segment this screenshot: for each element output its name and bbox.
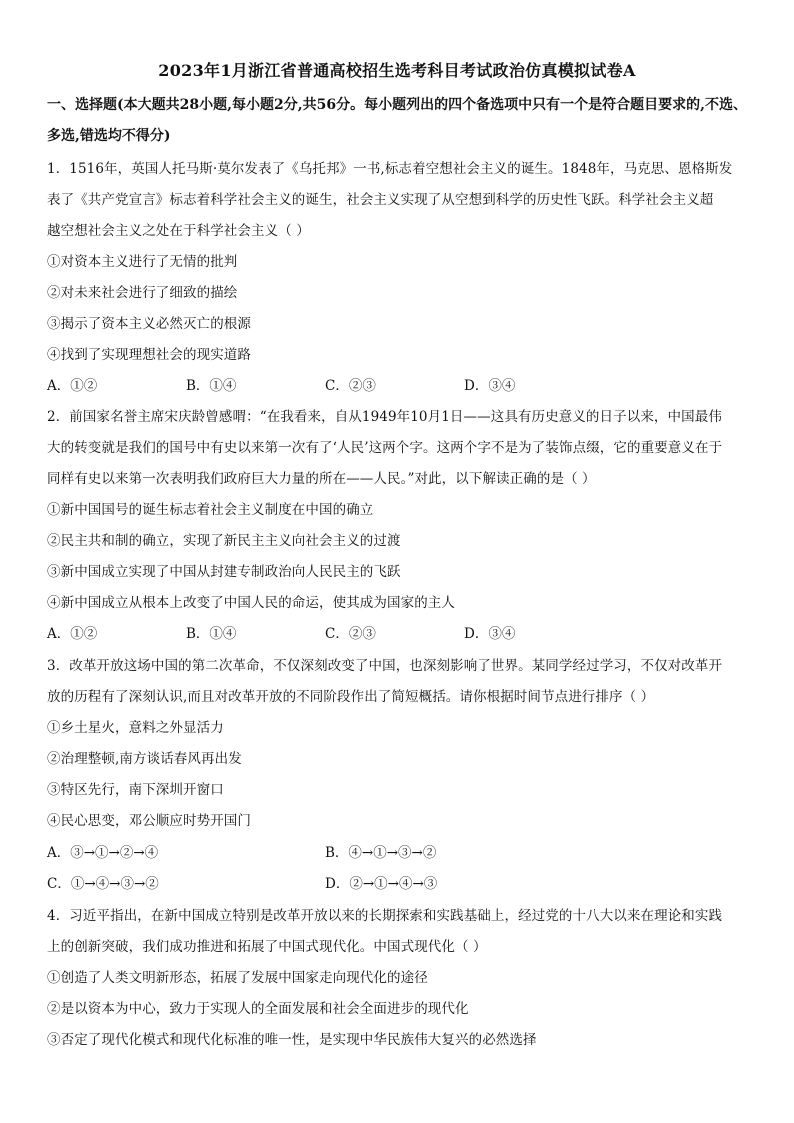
q2-stem-line-2: 大的转变就是我们的国号中有史以来第一次有了‘人民’这两个字。这两个字不是为了装饰点缀，它的重要意义在于 [47,440,723,456]
q4-stem-line-1: 4．习近平指出，在新中国成立特别是改革开放以来的长期探索和实践基础上，经过党的十八大以来在理论和实践 [47,908,723,924]
q3-item-3: ③特区先行，南下深圳开窗口 [47,782,224,798]
q4-stem-line-2: 上的创新突破，我们成功推进和拓展了中国式现代化。中国式现代化（ ） [47,939,487,955]
q2-item-1: ①新中国国号的诞生标志着社会主义制度在中国的确立 [47,502,374,518]
q3-stem-line-1: 3．改革开放这场中国的第二次革命，不仅深刻改变了中国，也深刻影响了世界。某同学经过学习，不仅对改革开 [47,658,723,674]
q1-option-b[interactable]: B．①④ [186,378,237,394]
section-header-line-1: 一、选择题(本大题共28小题,每小题2分,共56分。每小题列出的四个备选项中只有一个是符合题目要求的,不选、 [47,97,747,113]
q2-item-4: ④新中国成立从根本上改变了中国人民的命运，使其成为国家的主人 [47,595,455,611]
q3-options-row-1 [47,842,757,864]
q3-item-1: ①乡土星火，意料之外显活力 [47,720,224,736]
q2-option-a[interactable]: A．①② [47,626,98,642]
q3-option-d[interactable]: D．②→①→④→③ [325,876,438,892]
q4-item-2: ②是以资本为中心，致力于实现人的全面发展和社会全面进步的现代化 [47,1001,469,1017]
q3-item-2: ②治理整顿,南方谈话春风再出发 [47,751,242,767]
q1-option-a[interactable]: A．①② [47,378,98,394]
q1-item-2: ②对未来社会进行了细致的描绘 [47,285,238,301]
q3-item-4: ④民心思变，邓公顺应时势开国门 [47,813,251,829]
q1-option-d[interactable]: D．③④ [464,378,516,394]
q1-item-4: ④找到了实现理想社会的现实道路 [47,347,251,363]
q2-stem-line-3: 同样有史以来第一次表明我们政府巨大力量的所在——人民。”对此，以下解读正确的是（ ） [47,471,596,487]
q2-option-c[interactable]: C．②③ [325,626,376,642]
q1-stem-line-2: 表了《共产党宣言》标志着科学社会主义的诞生，社会主义实现了从空想到科学的历史性飞跃。科学社会主义超 [47,192,714,208]
q1-option-c[interactable]: C．②③ [325,378,376,394]
q2-option-d[interactable]: D．③④ [464,626,516,642]
q1-stem-line-1: 1．1516年，英国人托马斯·莫尔发表了《乌托邦》一书,标志着空想社会主义的诞生。1848年，马克思、恩格斯发 [47,161,733,177]
q3-options-row-2 [47,873,757,895]
section-header-line-2: 多选,错选均不得分) [47,128,171,144]
q4-item-3: ③否定了现代化模式和现代化标准的唯一性，是实现中华民族伟大复兴的必然选择 [47,1032,537,1048]
q2-item-2: ②民主共和制的确立，实现了新民主主义向社会主义的过渡 [47,533,401,549]
q1-options [47,375,757,397]
q3-option-c[interactable]: C．①→④→③→② [47,876,159,892]
q2-stem-line-1: 2．前国家名誉主席宋庆龄曾感喟：“在我看来，自从1949年10月1日——这具有历史意义的日子以来，中国最伟 [47,409,722,425]
q2-option-b[interactable]: B．①④ [186,626,237,642]
q2-item-3: ③新中国成立实现了中国从封建专制政治向人民民主的飞跃 [47,564,401,580]
q3-option-b[interactable]: B．④→①→③→② [325,845,437,861]
q1-item-1: ①对资本主义进行了无情的批判 [47,254,238,270]
q3-option-a[interactable]: A．③→①→②→④ [47,845,159,861]
q1-item-3: ③揭示了资本主义必然灭亡的根源 [47,316,251,332]
q2-options [47,623,757,645]
q3-stem-line-2: 放的历程有了深刻认识,而且对改革开放的不同阶段作出了简短概括。请你根据时间节点进行排序（ ） [47,689,655,705]
exam-title: 2023年1月浙江省普通高校招生选考科目考试政治仿真模拟试卷A [158,61,636,80]
q4-item-1: ①创造了人类文明新形态，拓展了发展中国家走向现代化的途径 [47,970,428,986]
q1-stem-line-3: 越空想社会主义之处在于科学社会主义（ ） [47,223,310,239]
